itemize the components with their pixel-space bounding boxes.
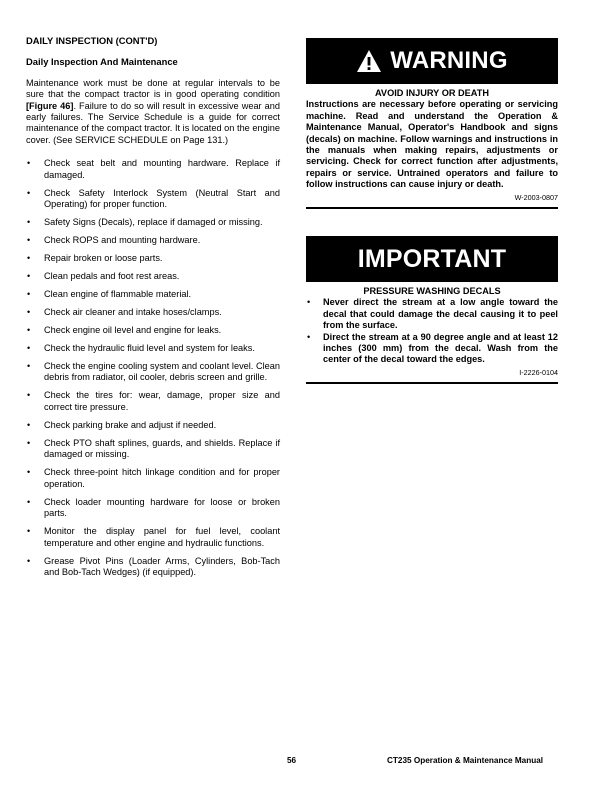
bullet-icon: • — [27, 419, 31, 430]
bullet-icon: • — [27, 289, 31, 300]
subsection-title: Daily Inspection And Maintenance — [26, 56, 178, 68]
list-item — [306, 332, 558, 366]
list-item-text: Clean pedals and foot rest areas. — [44, 271, 180, 282]
list-item — [26, 289, 280, 300]
bullet-icon: • — [27, 307, 31, 318]
bullet-icon: • — [307, 297, 311, 308]
figure-reference: [Figure 46] — [26, 100, 74, 111]
intro-text-end: . Failure to do so will result in excessive wear and early failures. The Service Schedule is a guide for correct maintenance of the compact tractor. It is located on the engine cover. (See SERVICE SCHEDULE on Page 131.) — [26, 100, 280, 145]
list-item — [26, 361, 280, 384]
important-box — [306, 236, 558, 384]
list-item — [26, 253, 280, 264]
inspection-checklist — [26, 158, 280, 578]
bullet-icon: • — [27, 467, 31, 478]
list-item — [26, 497, 280, 520]
list-item-text: Check engine oil level and engine for leaks. — [44, 325, 222, 336]
bullet-icon: • — [27, 217, 31, 228]
manual-title: CT235 Operation & Maintenance Manual — [387, 756, 544, 765]
list-item — [26, 325, 280, 336]
important-list — [306, 297, 558, 365]
bullet-icon: • — [27, 526, 31, 537]
important-subtitle: PRESSURE WASHING DECALS — [363, 286, 501, 297]
list-item-text: Monitor the display panel for fuel level, coolant temperature and other engine and hydraulic functions. — [44, 526, 280, 548]
bullet-icon: • — [27, 343, 31, 354]
list-item-text: Safety Signs (Decals), replace if damaged or missing. — [44, 217, 263, 228]
list-item-text: Check the tires for: wear, damage, proper size and correct tire pressure. — [44, 390, 280, 412]
bullet-icon: • — [27, 158, 31, 169]
right-column — [306, 38, 558, 384]
bullet-icon: • — [27, 555, 31, 566]
bullet-icon: • — [27, 271, 31, 282]
important-code: I-2226-0104 — [519, 367, 558, 377]
important-banner — [306, 236, 558, 282]
bullet-icon: • — [27, 187, 31, 198]
bullet-icon: • — [27, 361, 31, 372]
list-item-text: Clean engine of flammable material. — [44, 289, 192, 300]
list-item-text: Check parking brake and adjust if needed. — [44, 419, 217, 430]
list-item-text: Check the engine cooling system and coolant level. Clean debris from radiator, oil cooler, debris screen and grille. — [44, 361, 280, 383]
intro-paragraph — [26, 78, 280, 146]
list-item — [26, 390, 280, 413]
list-item-text: Direct the stream at a 90 degree angle and at least 12 inches (300 mm) from the decal. Wash from the center of the decal toward the edges. — [323, 331, 558, 365]
list-item-text: Check three-point hitch linkage condition and for proper operation. — [44, 467, 280, 489]
list-item-text: Grease Pivot Pins (Loader Arms, Cylinders, Bob-Tach and Bob-Tach Wedges) (if equipped). — [44, 555, 280, 577]
list-item — [26, 438, 280, 461]
warning-divider — [306, 207, 558, 209]
important-title: IMPORTANT — [357, 244, 507, 273]
list-item — [26, 235, 280, 246]
list-item — [26, 188, 280, 211]
list-item — [306, 297, 558, 331]
list-item — [26, 158, 280, 181]
section-title: DAILY INSPECTION (CONT'D) — [26, 35, 158, 46]
bullet-icon: • — [27, 325, 31, 336]
list-item-text: Check seat belt and mounting hardware. Replace if damaged. — [44, 158, 280, 180]
bullet-icon: • — [27, 235, 31, 246]
list-item-text: Check PTO shaft splines, guards, and shields. Replace if damaged or missing. — [44, 437, 280, 460]
list-item — [26, 467, 280, 490]
list-item-text: Check loader mounting hardware for loose or broken parts. — [44, 496, 280, 519]
left-column — [26, 35, 280, 585]
list-item-text: Never direct the stream at a low angle toward the decal that could damage the decal causing it to peel from the surface. — [323, 297, 558, 331]
page-number: 56 — [287, 756, 297, 765]
list-item — [26, 271, 280, 282]
list-item-text: Check Safety Interlock System (Neutral Start and Operating) for proper function. — [44, 187, 280, 210]
bullet-icon: • — [27, 390, 31, 401]
list-item — [26, 526, 280, 549]
warning-body: Instructions are necessary before operating or servicing machine. Read and understand the Operation & Maintenance Manual, Operator's Handbook and signs (decals) on machine. Follow warnings and instructions in the manuals when making repairs, adjustments or servicing. Check for correct function after adjustments, repairs or service. Untrained operators and failure to follow instructions can cause injury or death. — [306, 99, 558, 190]
warning-subtitle: AVOID INJURY OR DEATH — [374, 88, 489, 98]
list-item-text: Repair broken or loose parts. — [44, 253, 163, 264]
list-item-text: Check ROPS and mounting hardware. — [44, 235, 201, 246]
list-item — [26, 420, 280, 431]
list-item — [26, 556, 280, 579]
bullet-icon: • — [27, 253, 31, 264]
list-item-text: Check the hydraulic fluid level and system for leaks. — [44, 343, 255, 354]
bullet-icon: • — [27, 496, 31, 507]
list-item-text: Check air cleaner and intake hoses/clamps. — [44, 307, 222, 318]
warning-triangle-icon — [356, 49, 382, 73]
list-item — [26, 307, 280, 318]
warning-box — [306, 38, 558, 209]
warning-banner — [306, 38, 558, 84]
important-divider — [306, 382, 558, 384]
list-item — [26, 217, 280, 228]
warning-title: WARNING — [390, 47, 508, 74]
bullet-icon: • — [307, 331, 311, 342]
list-item — [26, 343, 280, 354]
intro-text-start: Maintenance work must be done at regular intervals to be sure that the compact tractor is in good operating condition — [26, 77, 280, 100]
bullet-icon: • — [27, 437, 31, 448]
warning-code: W-2003-0807 — [514, 192, 558, 202]
